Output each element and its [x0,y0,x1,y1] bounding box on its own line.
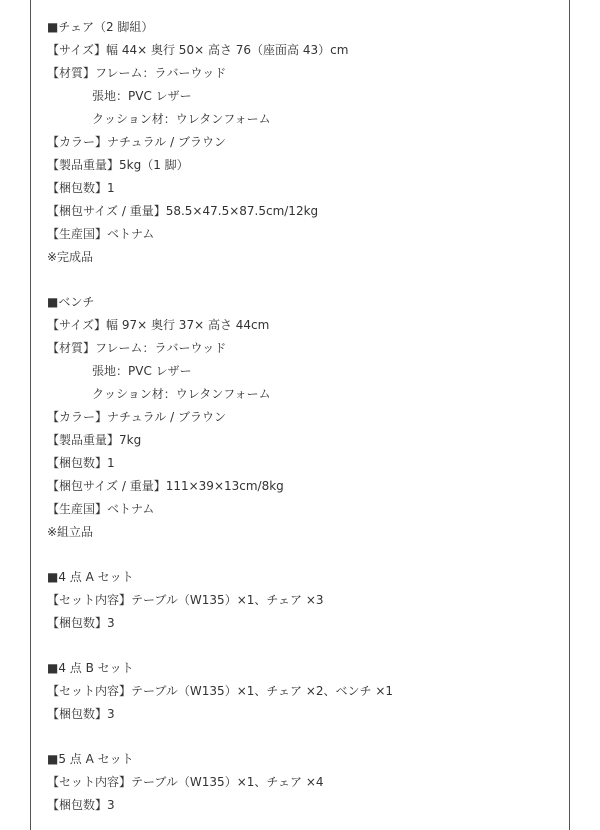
spec-line: クッション材：ウレタンフォーム [92,112,271,126]
spec-section [47,291,560,544]
section-heading: ■4 点 A セット [47,570,134,584]
spec-line: 【梱包数】1 [47,456,115,470]
spec-line: 【材質】フレーム：ラバーウッド [47,341,227,355]
spec-line: ※完成品 [47,250,94,264]
section-heading: ■5 点 A セット [47,752,134,766]
spec-line: 【製品重量】7kg [47,433,142,447]
spec-line: 【サイズ】幅 44× 奥行 50× 高さ 76（座面高 43）cm [47,43,349,57]
spec-line: クッション材：ウレタンフォーム [92,387,271,401]
spec-line: 【製品重量】5kg（1 脚） [47,158,189,172]
spec-line: 【材質】フレーム：ラバーウッド [47,66,227,80]
spec-line: 【サイズ】幅 97× 奥行 37× 高さ 44cm [47,318,270,332]
spec-section [47,748,560,817]
section-spacer [47,726,560,748]
spec-line: ※組立品 [47,525,94,539]
section-heading: ■ベンチ [47,295,95,309]
section-heading: ■4 点 B セット [47,661,134,675]
spec-line: 【カラー】ナチュラル / ブラウン [47,135,226,149]
spec-line: 【梱包サイズ / 重量】58.5×47.5×87.5cm/12kg [47,204,319,218]
spec-section [47,16,560,269]
spec-section [47,657,560,726]
section-heading: ■チェア（2 脚組） [47,20,154,34]
spec-line: 【セット内容】テーブル（W135）×1、チェア ×4 [47,775,324,789]
spec-line: 【梱包サイズ / 重量】111×39×13cm/8kg [47,479,284,493]
section-spacer [47,544,560,566]
spec-line: 【生産国】ベトナム [47,502,155,516]
spec-line: 【梱包数】1 [47,181,115,195]
left-border [30,0,31,830]
section-spacer [47,269,560,291]
right-border [569,0,570,830]
spec-line: 【セット内容】テーブル（W135）×1、チェア ×3 [47,593,324,607]
spec-content [47,16,560,817]
spec-section [47,566,560,635]
spec-line: 張地：PVC レザー [92,364,192,378]
spec-line: 【梱包数】3 [47,707,115,721]
spec-line: 【梱包数】3 [47,616,115,630]
spec-line: 張地：PVC レザー [92,89,192,103]
spec-line: 【セット内容】テーブル（W135）×1、チェア ×2、ベンチ ×1 [47,684,394,698]
section-spacer [47,635,560,657]
spec-line: 【梱包数】3 [47,798,115,812]
spec-line: 【生産国】ベトナム [47,227,155,241]
spec-line: 【カラー】ナチュラル / ブラウン [47,410,226,424]
